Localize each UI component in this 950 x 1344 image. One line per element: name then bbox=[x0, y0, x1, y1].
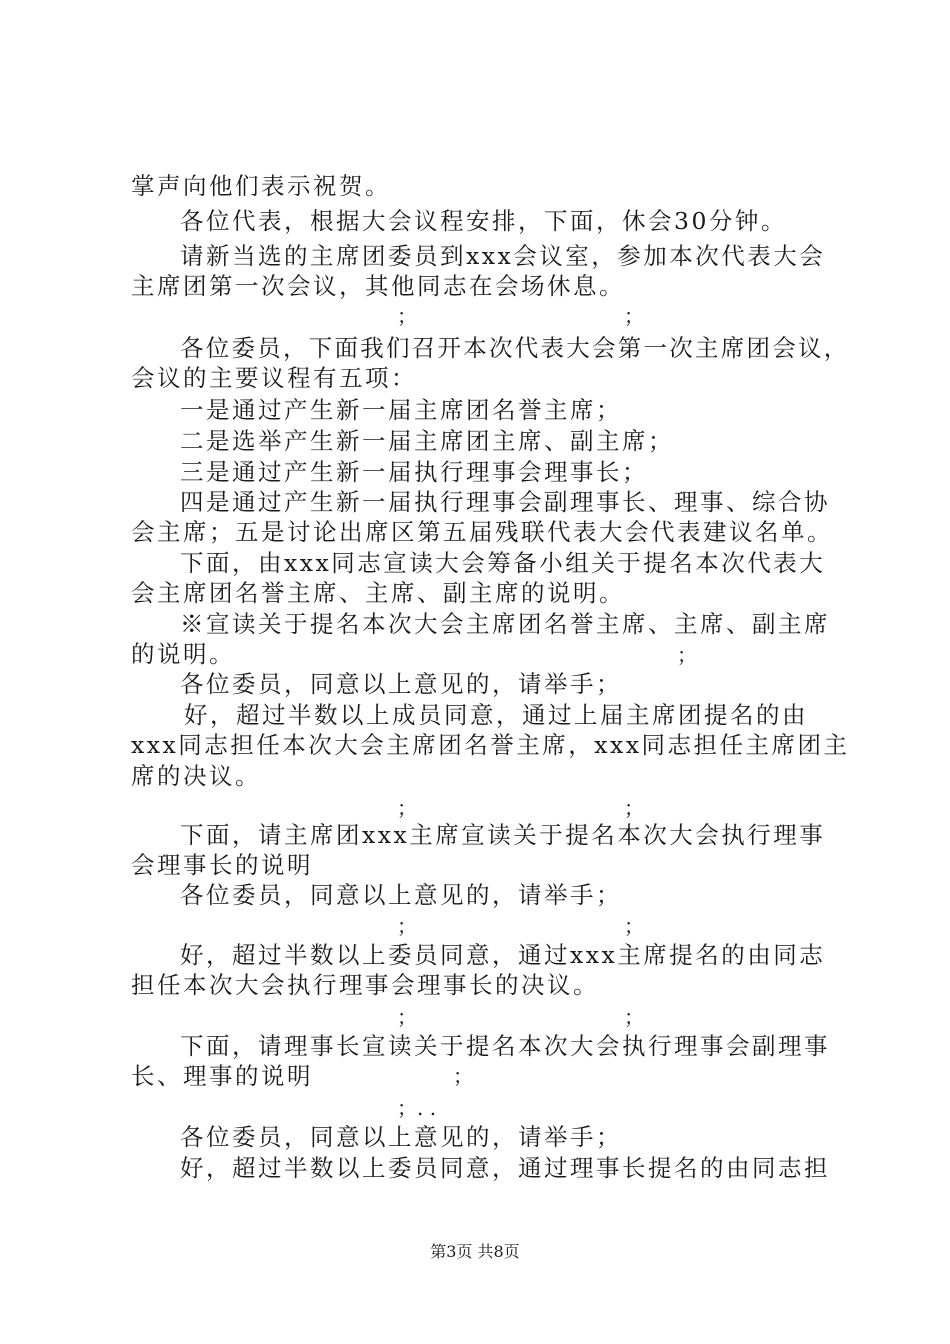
semicolon-mark: ； bbox=[624, 796, 644, 820]
text-line: 下面，请主席团xxx主席宣读关于提名本次大会执行理事 bbox=[180, 821, 826, 849]
text-line: 会主席；五是讨论出席区第五届残联代表大会代表建议名单。 bbox=[131, 518, 833, 546]
text-line: 担任本次大会执行理事会理事长的决议。 bbox=[131, 971, 599, 999]
semicolon-mark: ； bbox=[453, 1064, 473, 1088]
semicolon-mark: ； bbox=[397, 304, 417, 328]
text-line: 二是选举产生新一届主席团主席、副主席； bbox=[180, 427, 674, 455]
semicolon-mark: ； bbox=[624, 304, 644, 328]
text-line: 席的决议。 bbox=[131, 762, 261, 790]
text-line: 掌声向他们表示祝贺。 bbox=[131, 172, 391, 200]
semicolon-mark: ； bbox=[397, 1005, 417, 1029]
semicolon-mark: ； bbox=[677, 643, 697, 667]
text-line: ※宣读关于提名本次大会主席团名誉主席、主席、副主席 bbox=[180, 610, 830, 638]
text-line: 各位委员，同意以上意见的，请举手； bbox=[180, 881, 622, 909]
semicolon-mark: ； bbox=[397, 796, 417, 820]
text-line: 好，超过半数以上委员同意，通过理事长提名的由同志担 bbox=[180, 1154, 830, 1182]
text-line: 一是通过产生新一届主席团名誉主席； bbox=[180, 396, 622, 424]
text-line: xxx同志担任本次大会主席团名誉主席，xxx同志担任主席团主 bbox=[131, 731, 850, 759]
text-line: 会主席团名誉主席、主席、副主席的说明。 bbox=[131, 579, 625, 607]
text-line: 各位委员，下面我们召开本次代表大会第一次主席团会议， bbox=[180, 334, 850, 362]
text-line: 各位委员，同意以上意见的，请举手； bbox=[180, 1123, 622, 1151]
text-line: 下面，请理事长宣读关于提名本次大会执行理事会副理事 bbox=[180, 1032, 830, 1060]
text-line: 四是通过产生新一届执行理事会副理事长、理事、综合协 bbox=[180, 488, 830, 516]
semicolon-dots-mark: ；. . bbox=[397, 1096, 437, 1120]
text-line: 各位委员，同意以上意见的，请举手； bbox=[180, 670, 622, 698]
text-line: 主席团第一次会议，其他同志在会场休息。 bbox=[131, 272, 625, 300]
text-line: 会议的主要议程有五项： bbox=[131, 364, 417, 392]
text-line: 各位代表，根据大会议程安排，下面，休会30分钟。 bbox=[180, 207, 787, 235]
text-line: 三是通过产生新一届执行理事会理事长； bbox=[180, 458, 648, 486]
text-line: 好，超过半数以上成员同意，通过上届主席团提名的由 bbox=[184, 701, 808, 729]
text-line: 长、理事的说明 bbox=[131, 1062, 313, 1090]
semicolon-mark: ； bbox=[624, 1005, 644, 1029]
text-line: 请新当选的主席团委员到xxx会议室，参加本次代表大会 bbox=[180, 242, 826, 270]
page-footer: 第3页 共8页 bbox=[430, 1242, 520, 1261]
text-line: 下面，由xxx同志宣读大会筹备小组关于提名本次代表大 bbox=[180, 549, 826, 577]
semicolon-mark: ； bbox=[397, 914, 417, 938]
text-line: 会理事长的说明 bbox=[131, 851, 313, 879]
text-line: 好，超过半数以上委员同意，通过xxx主席提名的由同志 bbox=[180, 941, 826, 969]
semicolon-mark: ； bbox=[624, 914, 644, 938]
text-line: 的说明。 bbox=[131, 640, 235, 668]
